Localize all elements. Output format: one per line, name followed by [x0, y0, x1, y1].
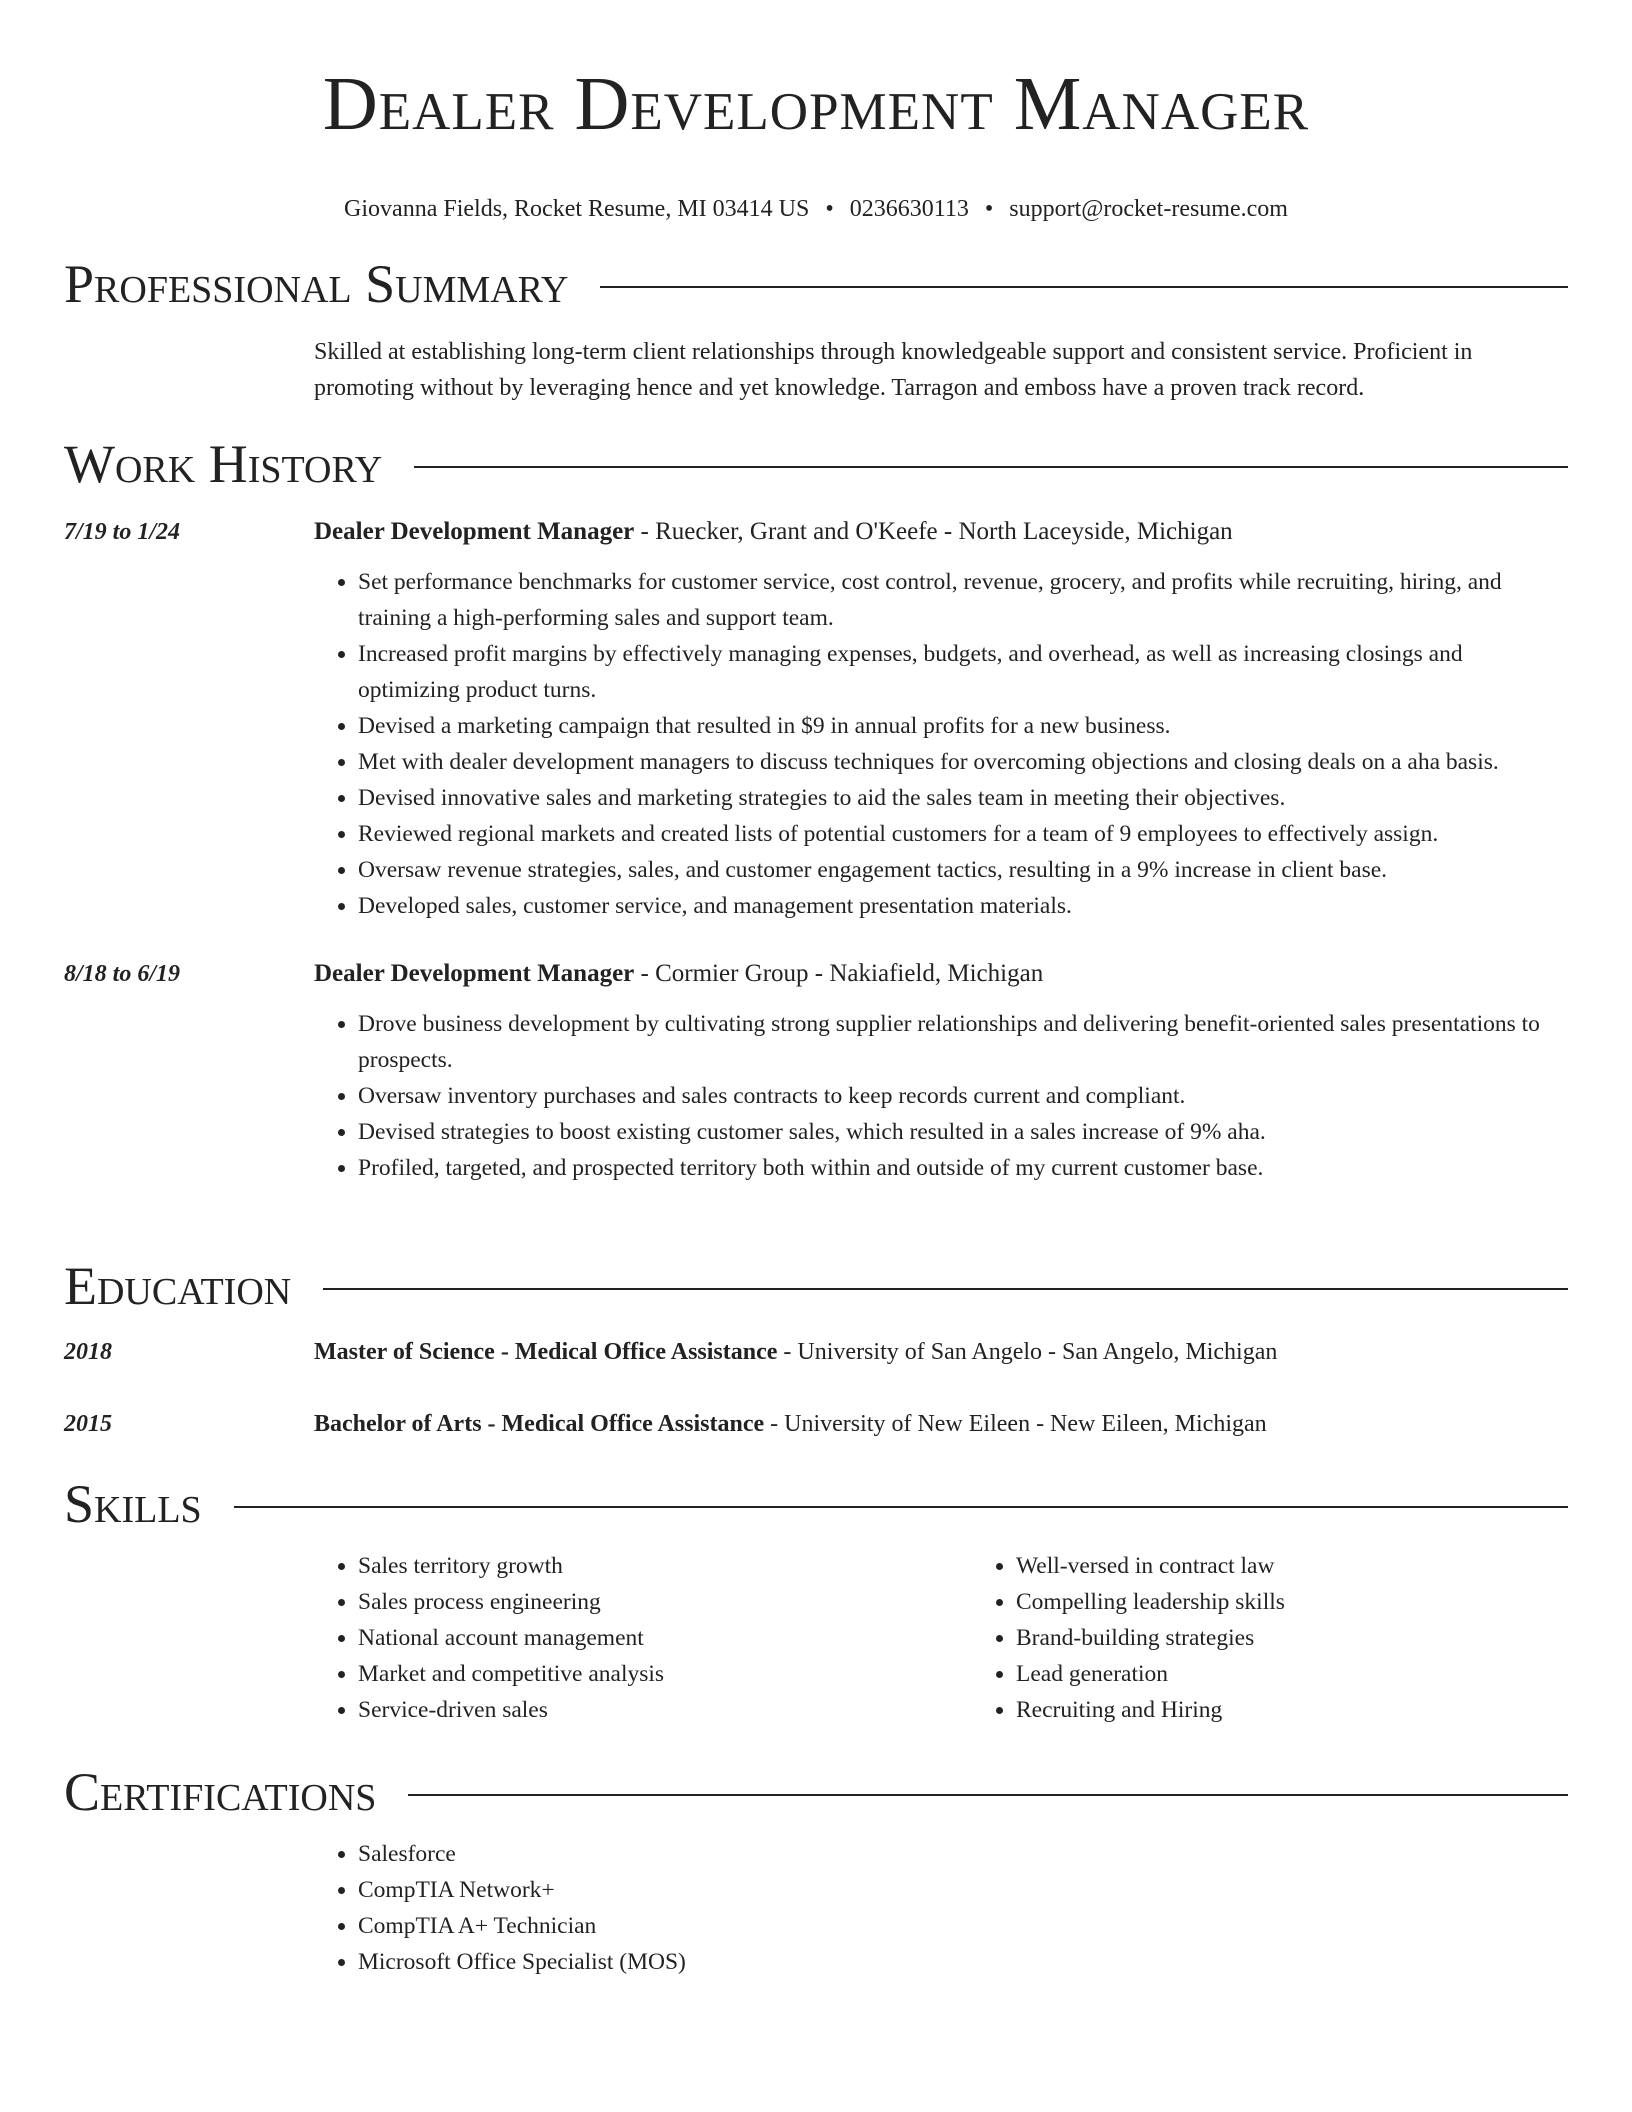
section-rule	[408, 1794, 1568, 1796]
certifications-list	[314, 1836, 1568, 1980]
summary-row	[64, 316, 1568, 406]
skill-item: • Market and competitive analysis	[358, 1656, 972, 1692]
job-dates: 8/18 to 6/19	[64, 961, 181, 987]
skills-columns	[314, 1548, 1630, 1728]
skills-row	[64, 1548, 1568, 1728]
education-degree: Master of Science - Medical Office Assistance	[314, 1339, 778, 1365]
row-spacer	[64, 1836, 314, 1980]
certifications-header	[64, 1760, 1568, 1824]
job-bullet: • Oversaw revenue strategies, sales, and customer engagement tactics, resulting in a 9% increase in client base.	[358, 852, 1568, 888]
work-history-header	[64, 432, 1568, 496]
certification-item: • CompTIA A+ Technician	[358, 1908, 1568, 1944]
contact-separator: •	[825, 196, 834, 222]
section-heading: Skills	[64, 1474, 202, 1534]
certifications-row	[64, 1836, 1568, 1980]
section-heading: Education	[64, 1256, 292, 1316]
skill-item: • Sales process engineering	[358, 1584, 972, 1620]
contact-separator: •	[984, 196, 994, 222]
job-bullet: • Devised innovative sales and marketing strategies to aid the sales team in meeting their objectives.	[358, 780, 1568, 816]
summary-header	[64, 252, 1568, 316]
education-line	[314, 1406, 1568, 1442]
certification-item: • Microsoft Office Specialist (MOS)	[358, 1944, 1568, 1980]
job-bullet: • Developed sales, customer service, and management presentation materials.	[358, 888, 1568, 924]
education-entry	[64, 1406, 1568, 1442]
section-heading: Certifications	[64, 1762, 377, 1822]
row-spacer	[64, 316, 314, 406]
certifications-section	[64, 1760, 1568, 1980]
job-bullets	[314, 1006, 1568, 1186]
education-section	[64, 1254, 1568, 1442]
job-heading	[314, 514, 1568, 550]
job-details: - Cormier Group - Nakiafield, Michigan	[634, 960, 1044, 987]
contact-phone: 0236630113	[849, 196, 969, 222]
job-bullet: • Devised strategies to boost existing customer sales, which resulted in a sales increase of 9% aha.	[358, 1114, 1568, 1150]
job-bullet: • Drove business development by cultivating strong supplier relationships and delivering benefit-oriented sales presentations to prospects.	[358, 1006, 1568, 1078]
education-degree: Bachelor of Arts - Medical Office Assistance	[314, 1411, 765, 1437]
skill-item: • Compelling leadership skills	[1016, 1584, 1630, 1620]
contact-address: Giovanna Fields, Rocket Resume, MI 03414 US	[344, 196, 810, 222]
skill-item: • Recruiting and Hiring	[1016, 1692, 1630, 1728]
section-rule	[323, 1288, 1568, 1290]
education-details: - University of New Eileen - New Eileen, Michigan	[764, 1411, 1267, 1437]
skills-section	[64, 1472, 1568, 1728]
summary-text: Skilled at establishing long-term client relationships through knowledgeable support and consistent service. Proficient in promoting without by leveraging hence and yet knowledge. Tarragon and emboss have a proven track record.	[314, 339, 1473, 401]
skill-item: • Well-versed in contract law	[1016, 1548, 1630, 1584]
job-body	[314, 514, 1568, 924]
certification-item: • CompTIA Network+	[358, 1872, 1568, 1908]
job-dates: 7/19 to 1/24	[64, 519, 181, 545]
contact-line	[64, 194, 1568, 224]
contact-email: support@rocket-resume.com	[1009, 196, 1288, 222]
job-title: Dealer Development Manager	[314, 960, 635, 987]
section-heading: Professional Summary	[64, 254, 569, 314]
job-bullet: • Profiled, targeted, and prospected territory both within and outside of my current customer base.	[358, 1150, 1568, 1186]
job-bullet: • Set performance benchmarks for customer service, cost control, revenue, grocery, and profits while recruiting, hiring, and training a high-performing sales and support team.	[358, 564, 1568, 636]
work-history-section	[64, 432, 1568, 1186]
education-year: 2015	[64, 1411, 112, 1437]
certifications-body	[314, 1836, 1568, 1980]
skills-list-left	[314, 1548, 972, 1728]
job-bullet: • Increased profit margins by effectively managing expenses, budgets, and overhead, as well as increasing closings and optimizing product turns.	[358, 636, 1568, 708]
job-bullet: • Reviewed regional markets and created lists of potential customers for a team of 9 employees to effectively assign.	[358, 816, 1568, 852]
job-details: - Ruecker, Grant and O'Keefe - North Laceyside, Michigan	[634, 518, 1233, 545]
skill-item: • Sales territory growth	[358, 1548, 972, 1584]
section-heading: Work History	[64, 434, 383, 494]
job-bullets	[314, 564, 1568, 924]
skill-item: • Brand-building strategies	[1016, 1620, 1630, 1656]
summary-section	[64, 252, 1568, 406]
education-details: - University of San Angelo - San Angelo, Michigan	[777, 1339, 1278, 1365]
skill-item: • National account management	[358, 1620, 972, 1656]
section-rule	[600, 286, 1568, 288]
skill-item: • Service-driven sales	[358, 1692, 972, 1728]
skills-header	[64, 1472, 1568, 1536]
job-entry	[64, 956, 1568, 1186]
job-title: Dealer Development Manager	[314, 518, 635, 545]
certification-item: • Salesforce	[358, 1836, 1568, 1872]
section-rule	[414, 466, 1568, 468]
section-rule	[234, 1506, 1568, 1508]
job-bullet: • Devised a marketing campaign that resulted in $9 in annual profits for a new business.	[358, 708, 1568, 744]
row-spacer	[64, 1548, 314, 1728]
education-year: 2018	[64, 1339, 112, 1365]
education-line	[314, 1334, 1568, 1370]
job-bullet: • Oversaw inventory purchases and sales contracts to keep records current and compliant.	[358, 1078, 1568, 1114]
education-entry	[64, 1334, 1568, 1370]
resume-title: Dealer Development Manager	[322, 62, 1310, 146]
skills-list-right	[972, 1548, 1630, 1728]
job-entry	[64, 514, 1568, 924]
job-bullet: • Met with dealer development managers to discuss techniques for overcoming objections and closing deals on a aha basis.	[358, 744, 1568, 780]
education-header	[64, 1254, 1568, 1318]
job-body	[314, 956, 1568, 1186]
skill-item: • Lead generation	[1016, 1656, 1630, 1692]
job-heading	[314, 956, 1568, 992]
